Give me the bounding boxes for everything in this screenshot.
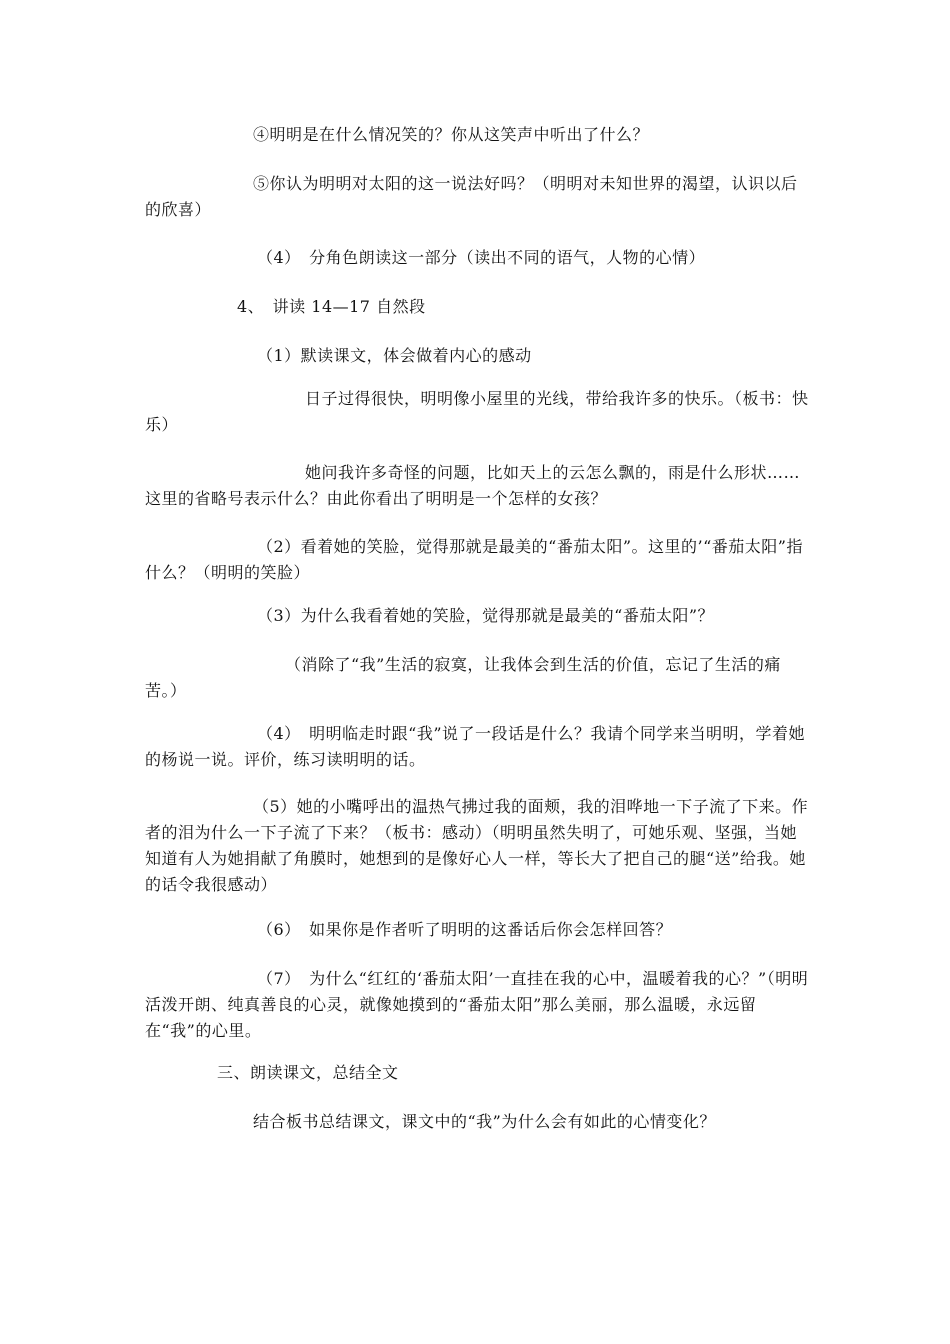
- step-1: （1）默读课文，体会做着内心的感动: [257, 346, 532, 365]
- step-3: （3）为什么我看着她的笑脸，觉得那就是最美的“番茄太阳”？: [257, 606, 715, 625]
- step-4: （4） 明明临走时跟“我”说了一段话是什么？我请个同学来当明明，学着她的杨说一说。评价，练习读明明的话。: [145, 724, 806, 769]
- quote-happiness: 日子过得很快，明明像小屋里的光线，带给我许多的快乐。（板书：快乐）: [145, 389, 809, 434]
- step-2: （2）看着她的笑脸，觉得那就是最美的“番茄太阳”。这里的’“番茄太阳”指什么？（明明的笑脸）: [145, 537, 803, 582]
- question-5: ⑤你认为明明对太阳的这一说法好吗？（明明对未知世界的渴望，认识以后的欣喜）: [145, 174, 798, 219]
- question-4: ④明明是在什么情况笑的？你从这笑声中听出了什么？: [253, 125, 650, 144]
- summary-question: 结合板书总结课文，课文中的“我”为什么会有如此的心情变化？: [253, 1112, 716, 1131]
- quote-questions: 她问我许多奇怪的问题，比如天上的云怎么飘的，雨是什么形状……这里的省略号表示什么？由此你看出了明明是一个怎样的女孩？: [145, 463, 801, 508]
- step-5: （5）她的小嘴呼出的温热气拂过我的面颊，我的泪哗地一下子流了下来。作者的泪为什么一下子流了下来？（板书：感动）（明明虽然失明了，可她乐观、坚强，当她知道有人为她捐献了角膜时，她想到的是像好心人一样，等长大了把自己的腿“送”给我。她的话令我很感动）: [145, 797, 809, 894]
- step-3-answer: （消除了“我”生活的寂寞，让我体会到生活的价值，忘记了生活的痛苦。）: [145, 655, 781, 700]
- section-3-heading: 三、朗读课文，总结全文: [217, 1063, 399, 1082]
- step-7: （7） 为什么“红红的‘番茄太阳’一直挂在我的心中，温暖着我的心？”（明明活泼开朗、纯真善良的心灵，就像她摸到的“番茄太阳”那么美丽，那么温暖，永远留在“我”的心里。: [145, 969, 809, 1040]
- section-4-heading: 4、 讲读 14—17 自然段: [237, 297, 426, 316]
- role-reading-step: （4） 分角色朗读这一部分（读出不同的语气，人物的心情）: [257, 248, 706, 267]
- step-6: （6） 如果你是作者听了明明的这番话后你会怎样回答？: [257, 920, 673, 939]
